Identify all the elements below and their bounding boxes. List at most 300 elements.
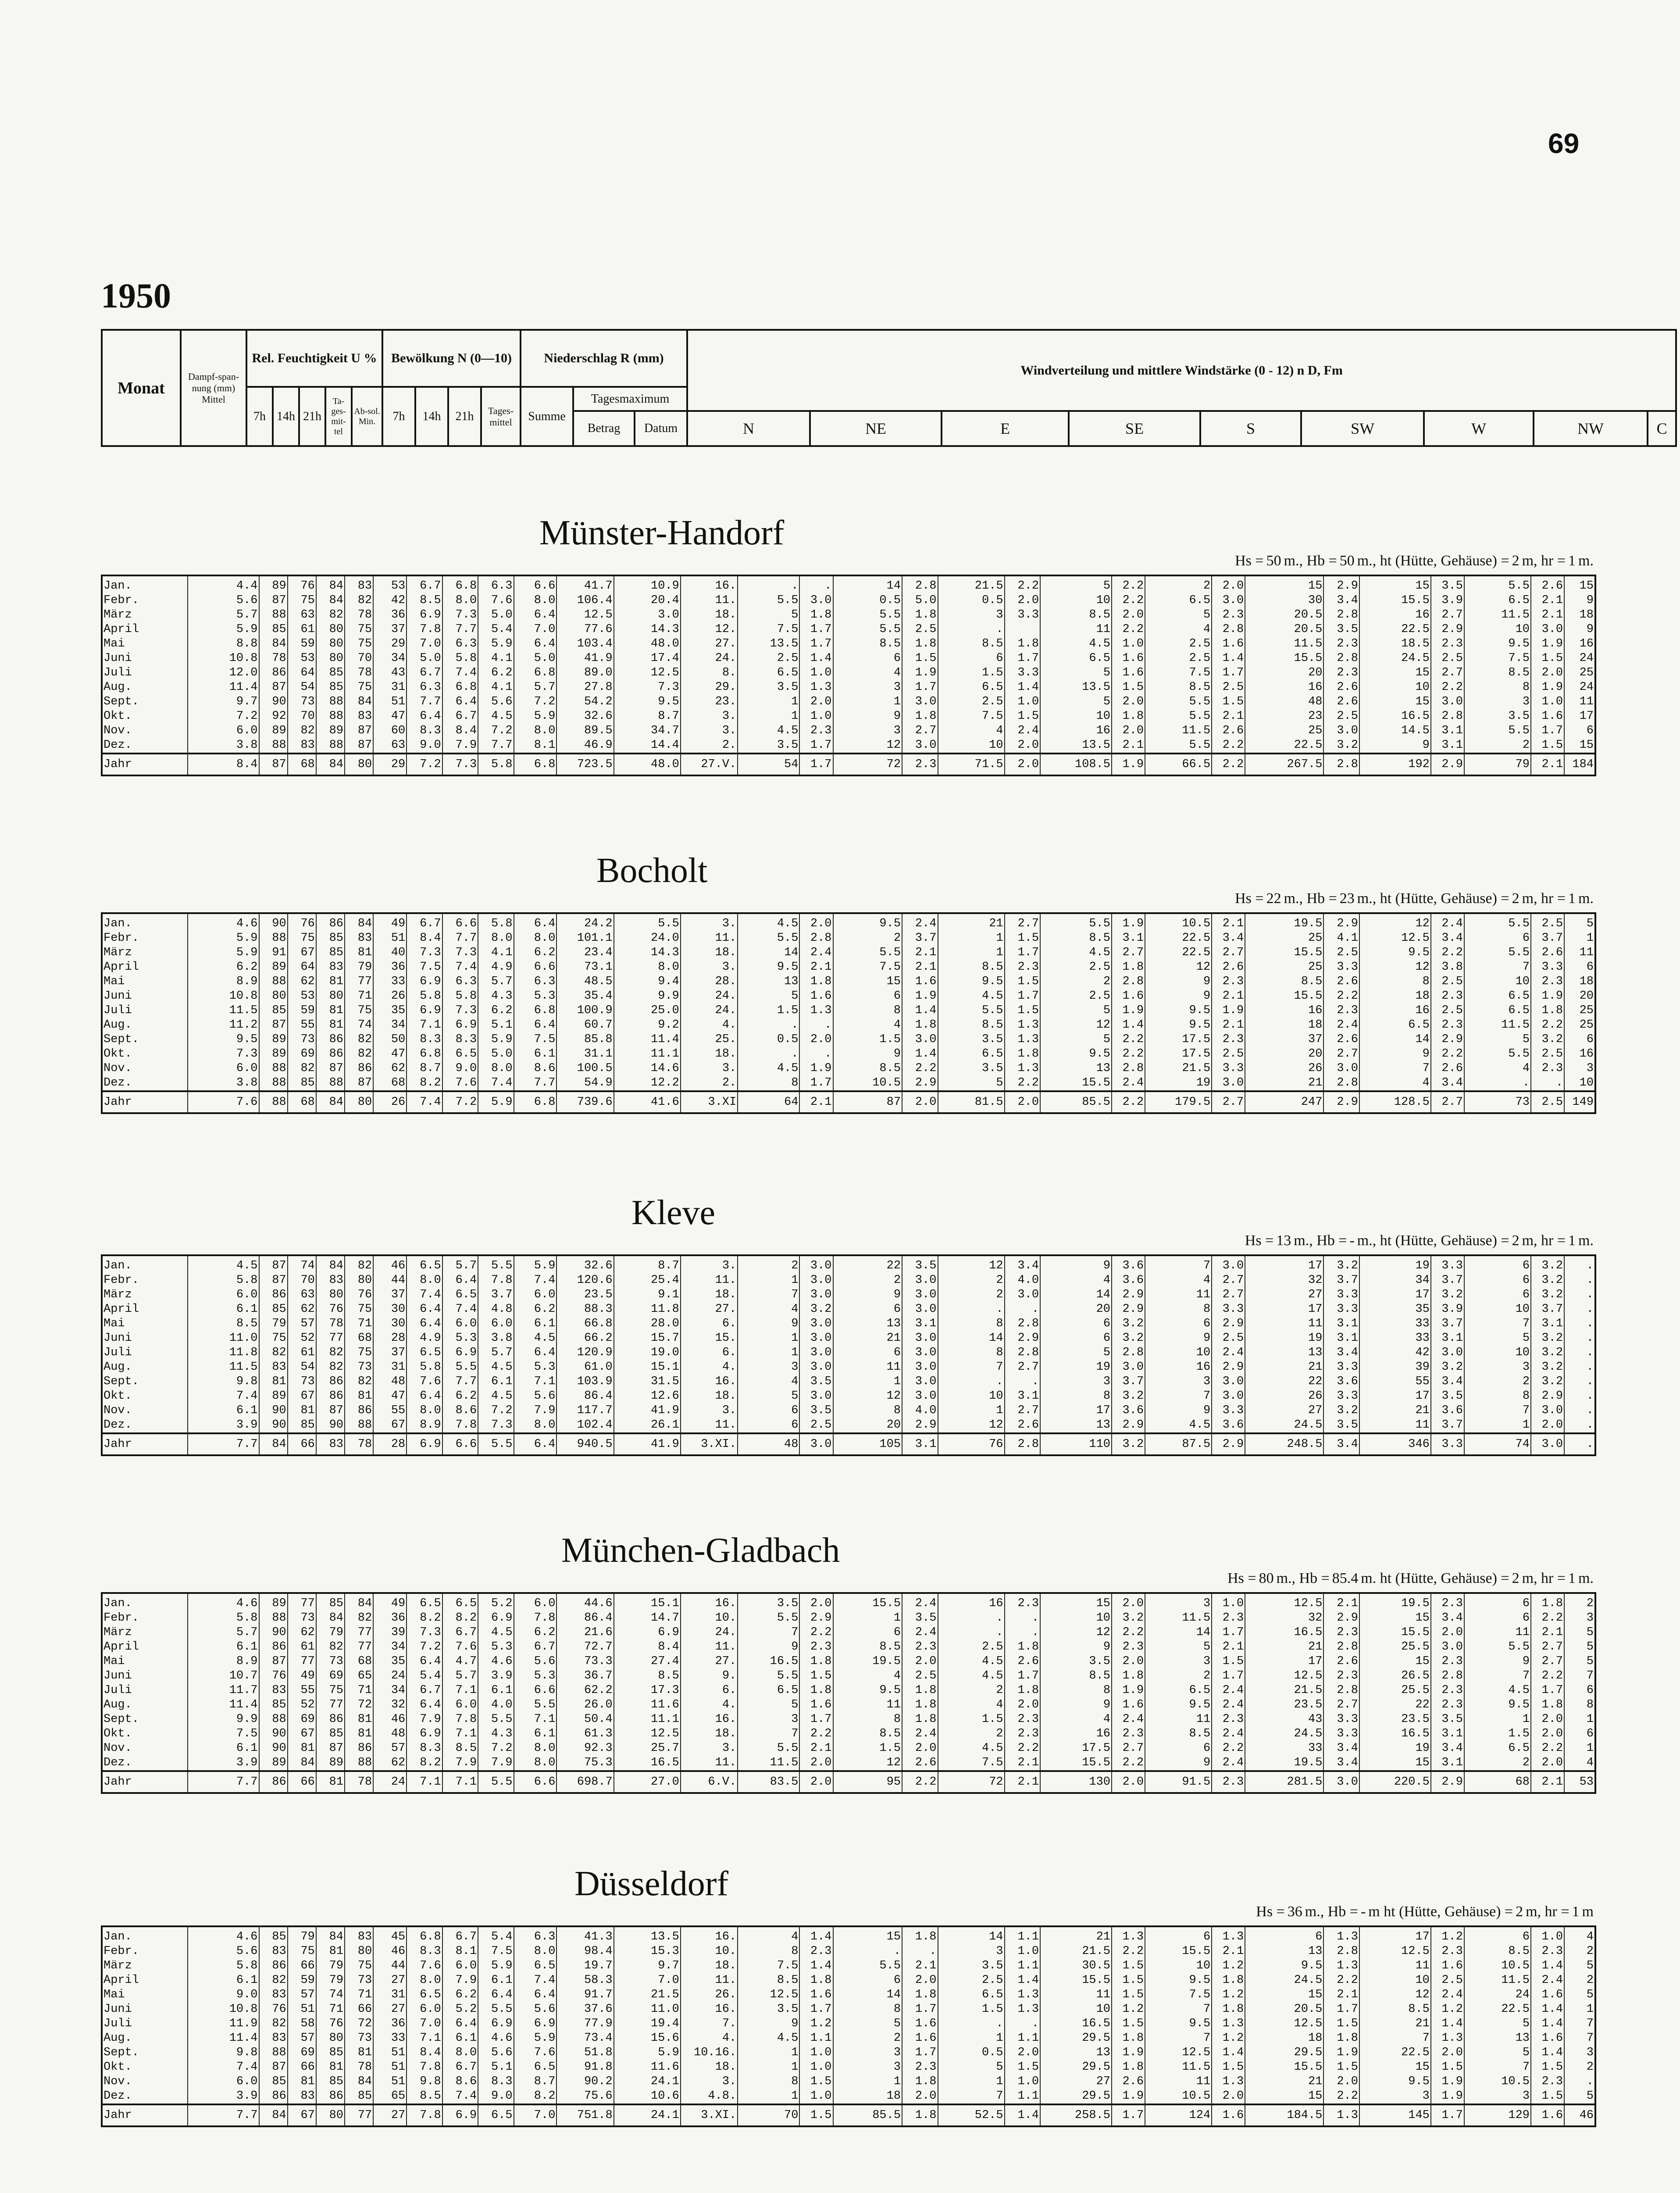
param-hs: 13: [1276, 1232, 1291, 1249]
value-cell: 27.: [681, 1302, 738, 1317]
value-cell: 8.9: [407, 1418, 442, 1433]
value-cell: 21: [1245, 1640, 1323, 1654]
value-cell: 2.8: [902, 575, 938, 593]
year-total-cell: 2.7: [1431, 1091, 1464, 1113]
value-cell: 3.2: [1112, 1331, 1145, 1346]
value-cell: 1.4: [1531, 2002, 1564, 2017]
value-cell: 1.3: [799, 1004, 833, 1018]
value-cell: 87: [259, 1255, 288, 1273]
year-total-cell: 2.0: [1005, 1091, 1040, 1113]
value-cell: 2.0: [902, 1654, 938, 1669]
value-cell: 69: [288, 2046, 316, 2060]
year-total-cell: 3.3: [1431, 1433, 1464, 1455]
value-cell: 6.5: [407, 1346, 442, 1360]
value-cell: 71: [345, 989, 373, 1004]
value-cell: 11.0: [614, 2002, 681, 2017]
value-cell: 10: [1359, 1973, 1431, 1988]
year-total-cell: 1.7: [1112, 2104, 1145, 2126]
year-total-cell: 5.8: [478, 754, 514, 775]
value-cell: 50.4: [556, 1712, 614, 1727]
value-cell: 5.5: [833, 1959, 902, 1973]
value-cell: 2.0: [1531, 666, 1564, 680]
value-cell: 1.7: [1323, 2002, 1359, 2017]
value-cell: 100.9: [556, 1004, 614, 1018]
value-cell: 90: [259, 695, 288, 709]
value-cell: 3.0: [902, 1331, 938, 1346]
value-cell: 6.0: [478, 1317, 514, 1331]
value-cell: 21.5: [614, 1988, 681, 2002]
value-cell: 3.5: [1040, 1654, 1112, 1669]
value-cell: 82: [316, 1346, 345, 1360]
station-name: Münster-Handorf: [539, 514, 785, 552]
header-dir-ne: NE: [810, 411, 942, 446]
value-cell: 9.5: [1245, 1959, 1323, 1973]
value-cell: 89: [259, 960, 288, 975]
value-cell: 13: [1040, 1418, 1112, 1433]
value-cell: 80: [345, 1944, 373, 1959]
value-cell: 3.9: [478, 1669, 514, 1683]
value-cell: 88: [345, 1756, 373, 1771]
value-cell: 6.1: [188, 1741, 259, 1756]
month-cell: Juni: [103, 1669, 132, 1682]
value-cell: .: [1564, 2075, 1595, 2089]
value-cell: 12: [1359, 913, 1431, 931]
value-cell: 36: [373, 608, 407, 622]
value-cell: 84: [316, 1255, 345, 1273]
value-cell: 7.5: [407, 960, 442, 975]
value-cell: 1.5: [1431, 2060, 1464, 2075]
station-block: [101, 1864, 1596, 2171]
value-cell: 76: [259, 1669, 288, 1683]
value-cell: 6.: [681, 1317, 738, 1331]
value-cell: 5.7: [442, 1669, 478, 1683]
value-cell: 6.5: [1464, 1004, 1531, 1018]
value-cell: 12.5: [1359, 1944, 1431, 1959]
value-cell: 11.5: [738, 1756, 799, 1771]
value-cell: 30: [373, 1317, 407, 1331]
value-cell: 10.8: [188, 989, 259, 1004]
month-cell: Sept.: [103, 695, 139, 708]
year-total-cell: 723.5: [556, 754, 614, 775]
value-cell: 71: [345, 1683, 373, 1698]
value-cell: 16.5: [614, 1756, 681, 1771]
param-hr-label: m, hr =: [1522, 553, 1566, 569]
value-cell: 1.0: [799, 666, 833, 680]
value-cell: 6: [1564, 960, 1595, 975]
value-cell: 37: [373, 1346, 407, 1360]
value-cell: 24.: [681, 651, 738, 666]
value-cell: 3: [738, 1712, 799, 1727]
value-cell: 3.1: [1323, 1317, 1359, 1331]
value-cell: 3.0: [1531, 622, 1564, 637]
value-cell: 1.7: [902, 2046, 938, 2060]
year-total-cell: 76: [938, 1433, 1005, 1455]
value-cell: 6: [1145, 1926, 1212, 1944]
value-cell: 2.2: [1005, 1076, 1040, 1091]
value-cell: 1.8: [799, 608, 833, 622]
value-cell: 19.5: [1245, 913, 1323, 931]
value-cell: 3.8: [1431, 960, 1464, 975]
value-cell: 24.: [681, 1625, 738, 1640]
month-cell: April: [103, 961, 139, 974]
value-cell: 5.7: [188, 1625, 259, 1640]
value-cell: 11: [1040, 622, 1112, 637]
value-cell: 6.5: [938, 1988, 1005, 2002]
year-total-cell: 72: [833, 754, 902, 775]
year-total-cell: 108.5: [1040, 754, 1112, 775]
value-cell: 7.2: [188, 709, 259, 724]
value-cell: 6.8: [514, 666, 557, 680]
year-total-cell: 220.5: [1359, 1771, 1431, 1793]
year-total-cell: 3.XI.: [681, 2104, 738, 2126]
value-cell: 14.7: [614, 1611, 681, 1625]
station-block: [101, 851, 1596, 1158]
value-cell: 8.0: [478, 1061, 514, 1076]
year-total-cell: 2.2: [902, 1771, 938, 1793]
value-cell: [1005, 622, 1040, 637]
table-row: [102, 637, 1595, 651]
value-cell: 3.5: [738, 2002, 799, 2017]
value-cell: 17: [1245, 1302, 1323, 1317]
value-cell: 9.2: [614, 1018, 681, 1032]
value-cell: 25: [1564, 666, 1595, 680]
value-cell: 3.3: [1323, 1302, 1359, 1317]
value-cell: 1.5: [1005, 931, 1040, 946]
value-cell: 3.0: [902, 1288, 938, 1302]
value-cell: 1.5: [1212, 1654, 1245, 1669]
value-cell: 2.1: [1005, 1756, 1040, 1771]
value-cell: 2.1: [1531, 1625, 1564, 1640]
value-cell: 2.6: [1431, 1061, 1464, 1076]
value-cell: 17.5: [1040, 1741, 1112, 1756]
value-cell: 87: [345, 1076, 373, 1091]
value-cell: 1.4: [1431, 2017, 1464, 2031]
year-total-cell: 2.8: [1323, 754, 1359, 775]
value-cell: 1.4: [1531, 2017, 1564, 2031]
value-cell: 6.8: [407, 1047, 442, 1061]
value-cell: 5: [1464, 2046, 1531, 2060]
value-cell: 7.4: [478, 1076, 514, 1091]
value-cell: 86: [316, 1047, 345, 1061]
value-cell: 16: [1245, 1004, 1323, 1018]
value-cell: 73: [345, 1973, 373, 1988]
value-cell: 29.5: [1040, 2031, 1112, 2046]
value-cell: 7.8: [514, 1611, 557, 1625]
value-cell: 6: [1464, 1255, 1531, 1273]
value-cell: 62.2: [556, 1683, 614, 1698]
value-cell: 3.1: [1431, 724, 1464, 738]
value-cell: 1.8: [902, 1926, 938, 1944]
value-cell: 9: [1145, 989, 1212, 1004]
value-cell: 5: [1564, 1625, 1595, 1640]
value-cell: 120.9: [556, 1346, 614, 1360]
value-cell: 86: [316, 913, 345, 931]
table-row: [102, 1018, 1595, 1032]
value-cell: 2.5: [738, 651, 799, 666]
page-number: 69: [1548, 128, 1580, 159]
value-cell: 66.2: [556, 1331, 614, 1346]
value-cell: 17: [1359, 1926, 1431, 1944]
value-cell: 11.5: [1145, 724, 1212, 738]
value-cell: 16: [1040, 1727, 1112, 1741]
value-cell: 16.5: [1359, 1727, 1431, 1741]
year-total-cell: 84: [259, 1433, 288, 1455]
value-cell: 46.9: [556, 738, 614, 754]
value-cell: 2.3: [1431, 1654, 1464, 1669]
value-cell: 29: [373, 637, 407, 651]
value-cell: 34.7: [614, 724, 681, 738]
value-cell: 34: [373, 1683, 407, 1698]
value-cell: 1.6: [902, 2017, 938, 2031]
value-cell: 64: [288, 666, 316, 680]
param-hr-label: m, hr =: [1522, 890, 1566, 907]
value-cell: 8.4: [407, 931, 442, 946]
year-label-cell: Jahr: [102, 1433, 188, 1455]
value-cell: 86: [259, 1288, 288, 1302]
station-height-params: [1227, 1570, 1596, 1587]
value-cell: .: [938, 1625, 1005, 1640]
value-cell: 2.3: [799, 1640, 833, 1654]
value-cell: 7.2: [407, 1640, 442, 1654]
value-cell: 10: [1145, 1959, 1212, 1973]
month-cell: Aug.: [103, 2032, 132, 2045]
value-cell: 8.7: [407, 1061, 442, 1076]
value-cell: 6.7: [407, 575, 442, 593]
value-cell: 3.2: [1531, 1360, 1564, 1375]
value-cell: 2.4: [902, 1593, 938, 1611]
value-cell: 39: [1359, 1360, 1431, 1375]
table-row: [102, 931, 1595, 946]
value-cell: 4.: [681, 1018, 738, 1032]
month-cell: April: [103, 1303, 139, 1316]
value-cell: 3.3: [1323, 1712, 1359, 1727]
value-cell: 2: [1464, 1756, 1531, 1771]
param-ht: 2: [1512, 1570, 1519, 1586]
value-cell: 73: [345, 1360, 373, 1375]
value-cell: 7.5: [1145, 666, 1212, 680]
value-cell: 9.0: [442, 1061, 478, 1076]
station-data-table: [101, 912, 1596, 1114]
value-cell: 77: [288, 1593, 316, 1611]
value-cell: 1.8: [1323, 2031, 1359, 2046]
value-cell: 5: [1464, 1032, 1531, 1047]
value-cell: 10.7: [188, 1669, 259, 1683]
value-cell: 90: [259, 913, 288, 931]
value-cell: 9: [1564, 593, 1595, 608]
value-cell: 15: [1359, 695, 1431, 709]
value-cell: 1.5: [1005, 975, 1040, 989]
value-cell: 2.6: [1005, 1654, 1040, 1669]
value-cell: 24.5: [1359, 651, 1431, 666]
value-cell: 27: [1040, 2075, 1112, 2089]
table-row: [102, 608, 1595, 622]
value-cell: 2.2: [1531, 1018, 1564, 1032]
year-total-cell: 3.4: [1323, 1433, 1359, 1455]
value-cell: .: [1005, 2017, 1040, 2031]
value-cell: 3.0: [1212, 1389, 1245, 1404]
value-cell: 1.9: [1431, 2075, 1464, 2089]
value-cell: 2.9: [1112, 1418, 1145, 1433]
value-cell: 11: [1359, 1959, 1431, 1973]
value-cell: 51: [373, 695, 407, 709]
value-cell: 78: [316, 1317, 345, 1331]
value-cell: 64: [288, 960, 316, 975]
value-cell: 3.2: [1531, 1331, 1564, 1346]
table-row: [102, 1255, 1595, 1273]
value-cell: 14.4: [614, 738, 681, 754]
table-row: [102, 1076, 1595, 1091]
value-cell: 1: [938, 2031, 1005, 2046]
value-cell: 33: [1359, 1317, 1431, 1331]
value-cell: 21: [938, 913, 1005, 931]
value-cell: 22.5: [1359, 2046, 1431, 2060]
value-cell: 3.5: [799, 1375, 833, 1389]
value-cell: 10: [1464, 1302, 1531, 1317]
value-cell: 22.5: [1359, 622, 1431, 637]
value-cell: 17: [1245, 1255, 1323, 1273]
value-cell: 3.0: [1112, 1360, 1145, 1375]
year-total-cell: 2.2: [1112, 1091, 1145, 1113]
value-cell: 10: [1564, 1076, 1595, 1091]
value-cell: 48: [1245, 695, 1323, 709]
table-row: [102, 709, 1595, 724]
value-cell: 1.8: [1531, 1004, 1564, 1018]
value-cell: 2.5: [1040, 960, 1112, 975]
value-cell: 6.5: [442, 1593, 478, 1611]
table-row: [102, 738, 1595, 754]
value-cell: 0.5: [938, 2046, 1005, 2060]
value-cell: 8.5: [407, 2089, 442, 2104]
value-cell: 1: [1564, 931, 1595, 946]
year-total-cell: 105: [833, 1433, 902, 1455]
year-total-cell: 72: [938, 1771, 1005, 1793]
value-cell: 7.6: [442, 1076, 478, 1091]
value-cell: 1.8: [1112, 2060, 1145, 2075]
value-cell: 2.3: [1431, 1683, 1464, 1698]
year-total-cell: 149: [1564, 1091, 1595, 1113]
value-cell: 10: [1040, 2002, 1112, 2017]
value-cell: 1.6: [1112, 666, 1145, 680]
value-cell: 6: [1040, 1317, 1112, 1331]
value-cell: 5.9: [188, 946, 259, 960]
year-total-cell: 128.5: [1359, 1091, 1431, 1113]
param-hr-label: m, hr =: [1522, 1232, 1566, 1249]
value-cell: 87: [259, 593, 288, 608]
value-cell: 8.0: [514, 931, 557, 946]
year-total-cell: 73: [1464, 1091, 1531, 1113]
year-total-row: [102, 2104, 1595, 2126]
value-cell: 2.3: [1431, 989, 1464, 1004]
value-cell: 83: [345, 709, 373, 724]
value-cell: 11.5: [1464, 1973, 1531, 1988]
value-cell: 0.5: [833, 593, 902, 608]
header-bew-tagesmittel: Tages-mittel: [481, 387, 521, 446]
value-cell: 14: [738, 946, 799, 960]
value-cell: 7.7: [442, 1375, 478, 1389]
value-cell: 6: [1464, 1926, 1531, 1944]
year-total-cell: 145: [1359, 2104, 1431, 2126]
table-row: [102, 1611, 1595, 1625]
value-cell: .: [738, 1018, 799, 1032]
year-total-cell: 6.6: [442, 1433, 478, 1455]
value-cell: 88: [316, 1076, 345, 1091]
value-cell: 83: [259, 2031, 288, 2046]
value-cell: 22: [833, 1255, 902, 1273]
value-cell: 19.0: [614, 1346, 681, 1360]
value-cell: 8: [833, 1712, 902, 1727]
year-total-cell: 7.2: [442, 1091, 478, 1113]
value-cell: 5.0: [407, 651, 442, 666]
value-cell: 1.3: [1005, 2002, 1040, 2017]
month-cell: Dez.: [103, 2089, 132, 2103]
value-cell: 2.5: [902, 622, 938, 637]
value-cell: 5: [1564, 1959, 1595, 1973]
year-total-cell: 28: [373, 1433, 407, 1455]
value-cell: 4: [833, 666, 902, 680]
value-cell: 40: [373, 946, 407, 960]
param-hr: 1: [1568, 1570, 1576, 1586]
value-cell: 4: [738, 1302, 799, 1317]
value-cell: 18: [1359, 989, 1431, 1004]
param-hb-label: m., Hb =: [1305, 1904, 1358, 1920]
value-cell: 5.3: [442, 1331, 478, 1346]
month-cell: Aug.: [103, 1361, 132, 1374]
value-cell: 101.1: [556, 931, 614, 946]
value-cell: 2.8: [1323, 1944, 1359, 1959]
value-cell: 6.4: [407, 709, 442, 724]
value-cell: 1.5: [902, 651, 938, 666]
value-cell: 1.5: [799, 1669, 833, 1683]
value-cell: 1.3: [1212, 1926, 1245, 1944]
value-cell: 2.0: [902, 1973, 938, 1988]
value-cell: 24.5: [1245, 1418, 1323, 1433]
value-cell: 2.9: [1005, 1331, 1040, 1346]
value-cell: 1.6: [799, 1988, 833, 2002]
value-cell: 8.0: [407, 1404, 442, 1418]
value-cell: .: [799, 575, 833, 593]
header-summe: Summe: [521, 387, 573, 446]
value-cell: 11.: [681, 931, 738, 946]
value-cell: 57: [288, 1317, 316, 1331]
value-cell: 25: [1564, 1004, 1595, 1018]
value-cell: 1.8: [799, 1973, 833, 1988]
table-row: [102, 666, 1595, 680]
value-cell: 11.: [681, 1418, 738, 1433]
value-cell: 5: [1145, 608, 1212, 622]
value-cell: 22: [1245, 1375, 1323, 1389]
value-cell: 3: [1564, 1611, 1595, 1625]
value-cell: 91.7: [556, 1988, 614, 2002]
month-cell: Febr.: [103, 1611, 139, 1625]
value-cell: 6: [738, 1404, 799, 1418]
value-cell: 61: [288, 622, 316, 637]
value-cell: 1.9: [1112, 913, 1145, 931]
value-cell: 4: [938, 1698, 1005, 1712]
value-cell: 10: [938, 1389, 1005, 1404]
value-cell: 70: [288, 1273, 316, 1288]
header-niederschlag: Niederschlag R (mm): [521, 330, 687, 387]
value-cell: 7.1: [514, 1375, 557, 1389]
value-cell: 81: [345, 946, 373, 960]
value-cell: 6.4: [514, 1988, 557, 2002]
value-cell: 82: [345, 1375, 373, 1389]
value-cell: 51: [373, 2060, 407, 2075]
value-cell: 1.9: [799, 1061, 833, 1076]
value-cell: 9: [833, 1047, 902, 1061]
value-cell: 7.0: [614, 1973, 681, 1988]
value-cell: 12: [1040, 1625, 1112, 1640]
value-cell: 17.3: [614, 1683, 681, 1698]
